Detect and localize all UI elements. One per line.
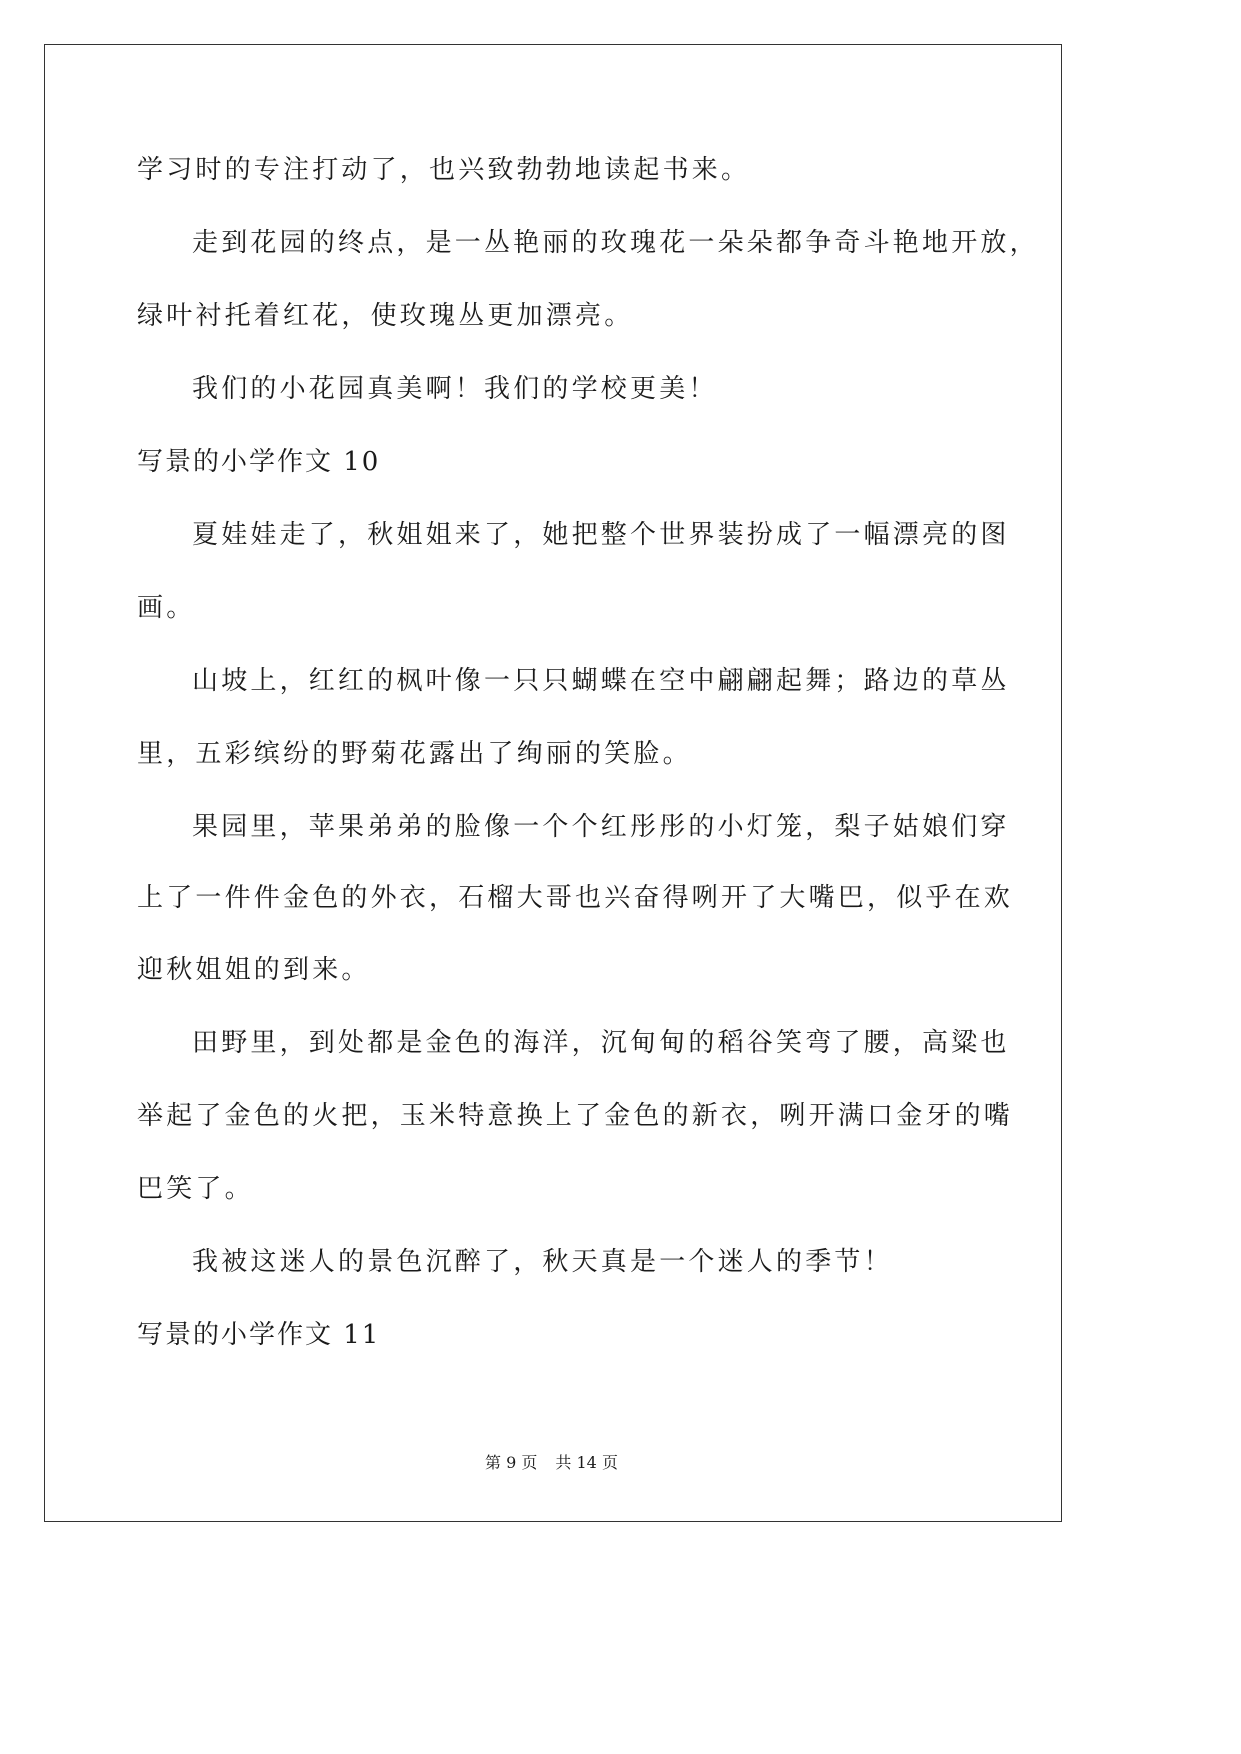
text-line: 夏娃娃走了，秋姐姐来了，她把整个世界装扮成了一幅漂亮的图 [192, 520, 1010, 550]
page-total: 共 14 页 [555, 1453, 618, 1472]
text-line: 里，五彩缤纷的野菊花露出了绚丽的笑脸。 [137, 739, 692, 769]
page-border [44, 44, 1062, 1522]
text-line: 我们的小花园真美啊！我们的学校更美！ [192, 374, 718, 404]
section-heading: 写景的小学作文 11 [137, 1320, 381, 1350]
text-line: 举起了金色的火把，玉米特意换上了金色的新衣，咧开满口金牙的嘴 [137, 1101, 1014, 1131]
text-line: 画。 [137, 593, 196, 623]
text-line: 果园里，苹果弟弟的脸像一个个红彤彤的小灯笼，梨子姑娘们穿 [192, 812, 1010, 842]
text-line: 山坡上，红红的枫叶像一只只蝴蝶在空中翩翩起舞；路边的草丛 [192, 666, 1010, 696]
page-number: 第 9 页 [485, 1453, 538, 1472]
text-line: 上了一件件金色的外衣，石榴大哥也兴奋得咧开了大嘴巴，似乎在欢 [137, 883, 1014, 913]
text-line: 田野里，到处都是金色的海洋，沉甸甸的稻谷笑弯了腰，高粱也 [192, 1028, 1010, 1058]
text-line: 走到花园的终点，是一丛艳丽的玫瑰花一朵朵都争奇斗艳地开放， [192, 228, 1039, 258]
text-line: 学习时的专注打动了，也兴致勃勃地读起书来。 [137, 155, 751, 185]
text-line: 我被这迷人的景色沉醉了，秋天真是一个迷人的季节！ [192, 1247, 893, 1277]
page-footer [0, 1452, 1103, 1474]
text-line: 巴笑了。 [137, 1174, 254, 1204]
text-line: 迎秋姐姐的到来。 [137, 955, 371, 985]
text-line: 绿叶衬托着红花，使玫瑰丛更加漂亮。 [137, 301, 634, 331]
section-heading: 写景的小学作文 10 [137, 447, 381, 477]
